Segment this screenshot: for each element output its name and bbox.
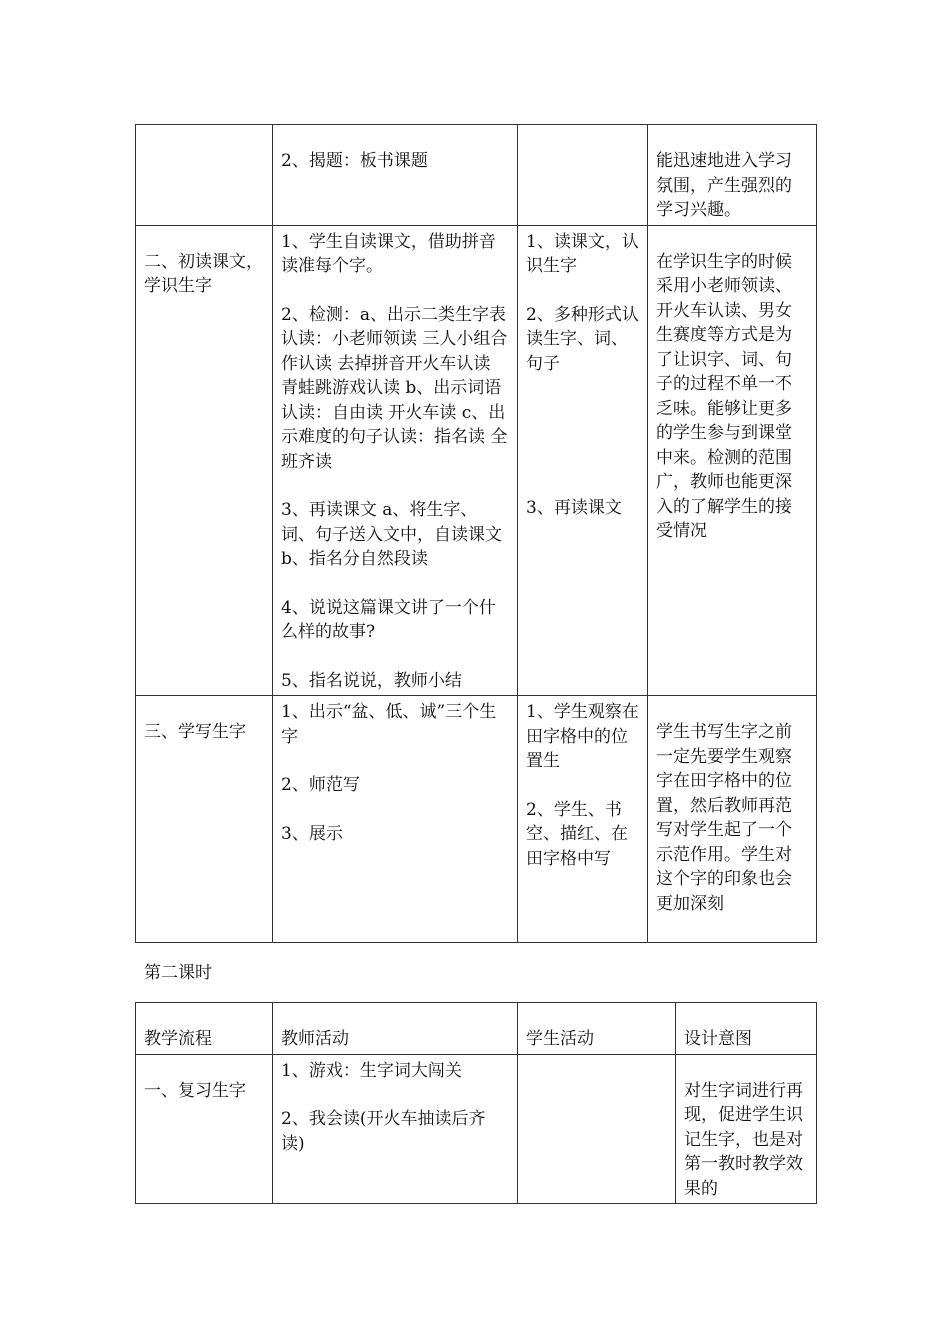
- design-intent-cell: 对生字词进行再现，促进学生识记生字，也是对第一教时教学效果的: [676, 1054, 817, 1204]
- lesson-table-1: [135, 124, 817, 943]
- table-header-row: [136, 1003, 817, 1055]
- table-row: [136, 696, 817, 943]
- student-activity-item: 2、多种形式认读生字、词、句子: [526, 304, 639, 374]
- header-design-intent: 设计意图: [676, 1003, 817, 1055]
- teacher-activity-item: 2、揭题：板书课题: [281, 151, 428, 171]
- student-activity-item: 1、学生观察在田字格中的位置生: [526, 702, 639, 771]
- teacher-activity-item: 1、学生自读课文，借助拼音读准每个字。: [281, 231, 496, 276]
- table-row: [136, 1054, 817, 1204]
- student-activity-item: 3、再读课文: [526, 498, 622, 518]
- flow-cell: 二、初读课文，学识生字: [136, 225, 273, 696]
- teacher-activity-cell: [273, 125, 518, 226]
- student-activity-cell: [518, 125, 648, 226]
- header-flow: 教学流程: [136, 1003, 273, 1055]
- header-teacher-activity: 教师活动: [273, 1003, 518, 1055]
- teacher-activity-item: 1、游戏：生字词大闯关: [281, 1060, 462, 1081]
- teacher-activity-item: 2、检测：a、出示二类生字表认读：小老师领读 三人小组合作认读 去掉拼音开火车认读 青蛙跳游戏认读 b、出示词语认读：自由读 开火车读 c、出示难度的句子认读：指名读 全班齐读: [281, 304, 508, 472]
- student-activity-cell: [518, 225, 648, 696]
- student-activity-cell: [518, 1054, 676, 1204]
- design-intent-cell: 在学识生字的时候采用小老师领读、开火车认读、男女生赛度等方式是为了让识字、词、句子的过程不单一不乏味。能够让更多的学生参与到课堂中来。检测的范围广，教师也能更深入的了解学生的接受情况: [648, 225, 817, 696]
- flow-cell: 一、复习生字: [136, 1054, 273, 1204]
- teacher-activity-item: 2、我会读(开火车抽读后齐读): [281, 1109, 486, 1154]
- student-activity-cell: [518, 696, 648, 943]
- teacher-activity-item: 1、出示“盆、低、诚”三个生字: [281, 702, 497, 747]
- teacher-activity-item: 2、师范写: [281, 775, 360, 795]
- table-row: [136, 125, 817, 226]
- lesson-table-2: [135, 1002, 817, 1204]
- teacher-activity-cell: [273, 225, 518, 696]
- student-activity-item: 1、读课文，认识生字: [526, 231, 639, 276]
- teacher-activity-item: 4、说说这篇课文讲了一个什么样的故事?: [281, 597, 496, 642]
- teacher-activity-cell: [273, 1054, 518, 1204]
- section-heading: 第二课时: [144, 963, 212, 983]
- teacher-activity-item: 3、再读课文 a、将生字、词、句子送入文中，自读课文 b、指名分自然段读: [281, 500, 502, 569]
- teacher-activity-item: 3、展示: [281, 823, 343, 844]
- flow-cell: [136, 125, 273, 226]
- header-student-activity: 学生活动: [518, 1003, 676, 1055]
- teacher-activity-item: 5、指名说说，教师小结: [281, 670, 462, 691]
- design-intent-cell: 能迅速地进入学习氛围，产生强烈的学习兴趣。: [648, 125, 817, 226]
- design-intent-cell: 学生书写生字之前一定先要学生观察字在田字格中的位置，然后教师再范写对学生起了一个示范作用。学生对这个字的印象也会更加深刻: [648, 696, 817, 943]
- student-activity-item: 2、学生、书空、描红、在田字格中写: [526, 799, 628, 869]
- teacher-activity-cell: [273, 696, 518, 943]
- table-row: [136, 225, 817, 696]
- flow-cell: 三、学写生字: [136, 696, 273, 943]
